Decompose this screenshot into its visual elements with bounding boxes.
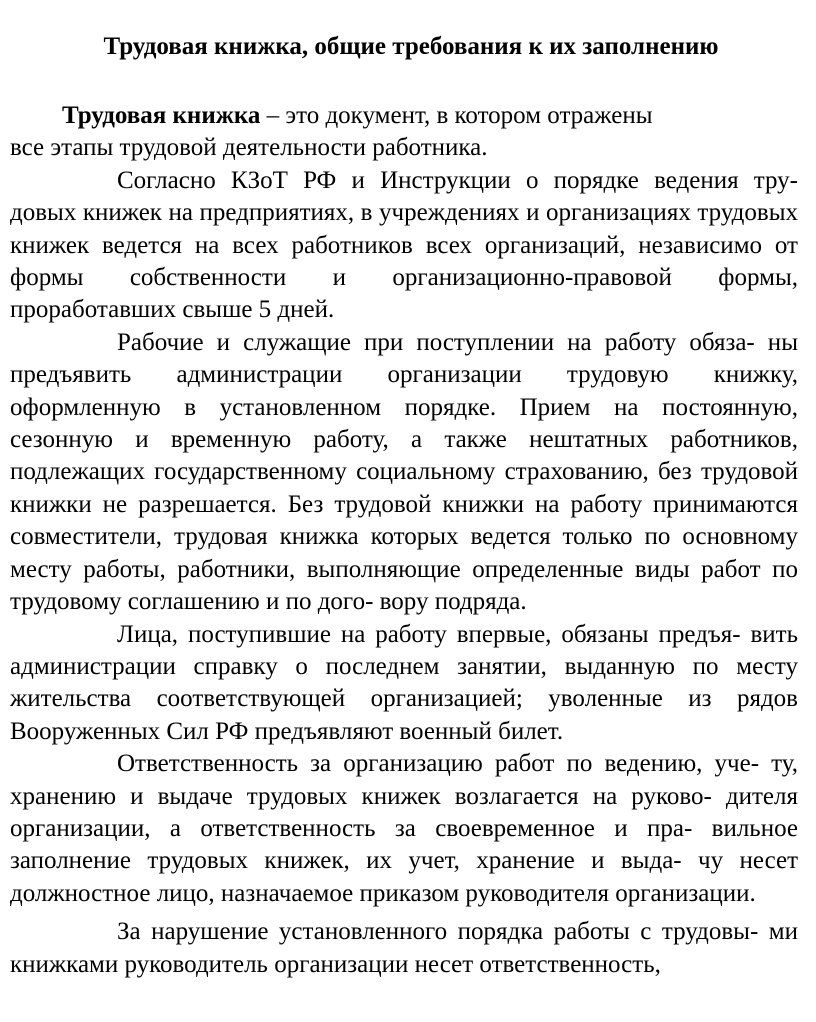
paragraph-registration: Согласно КЗоТ РФ и Инструкции о порядке ведения тру- довых книжек на предприятиях, в учреждениях и организациях трудовых книжек ведется на всех работников всех организаций, независимо от формы собственности и организационно-правовой формы, проработавших свыше 5 дней. bbox=[10, 166, 798, 324]
intro-definition: – это документ, в котором отражены bbox=[260, 102, 653, 129]
paragraph-first-employment: Лица, поступившие на работу впервые, обязаны предъя- вить администрации справку о последнем занятии, выданную по месту жительства соответствующей организацией; уволенные из рядов Вооруженных Сил РФ предъявляют военный билет. bbox=[10, 620, 798, 745]
intro-term: Трудовая книжка bbox=[62, 102, 261, 129]
document-page bbox=[10, 30, 798, 981]
page-title: Трудовая книжка, общие требования к их заполнению bbox=[103, 33, 719, 60]
paragraph-violations: За нарушение установленного порядка работы с трудовы- ми книжками руководитель организации несет ответственность, bbox=[10, 918, 798, 978]
intro-line-2: все этапы трудовой деятельности работника. bbox=[10, 134, 488, 162]
paragraph-responsibility: Ответственность за организацию работ по ведению, уче- ту, хранению и выдаче трудовых книжек возлагается на руково- дителя организации, а ответственность за своевременное и пра- вильное заполнение трудовых книжек, их учет, хранение и выда- чу несет должностное лицо, назначаемое приказом руководителя организации. bbox=[10, 750, 798, 907]
paragraph-hiring: Рабочие и служащие при поступлении на работу обяза- ны предъявить администрации организации трудовую книжку, оформленную в установленном порядке. Прием на постоянную, сезонную и временную работу, а также нештатных работников, подлежащих государственному социальному страхованию, без трудовой книжки не разрешается. Без трудовой книжки на работу принимаются совместители, трудовая книжка которых ведется только по основному месту работы, работники, выполняющие определенные виды работ по трудовому соглашению и по дого- вору подряда. bbox=[10, 328, 798, 616]
intro-line-1 bbox=[10, 100, 798, 132]
